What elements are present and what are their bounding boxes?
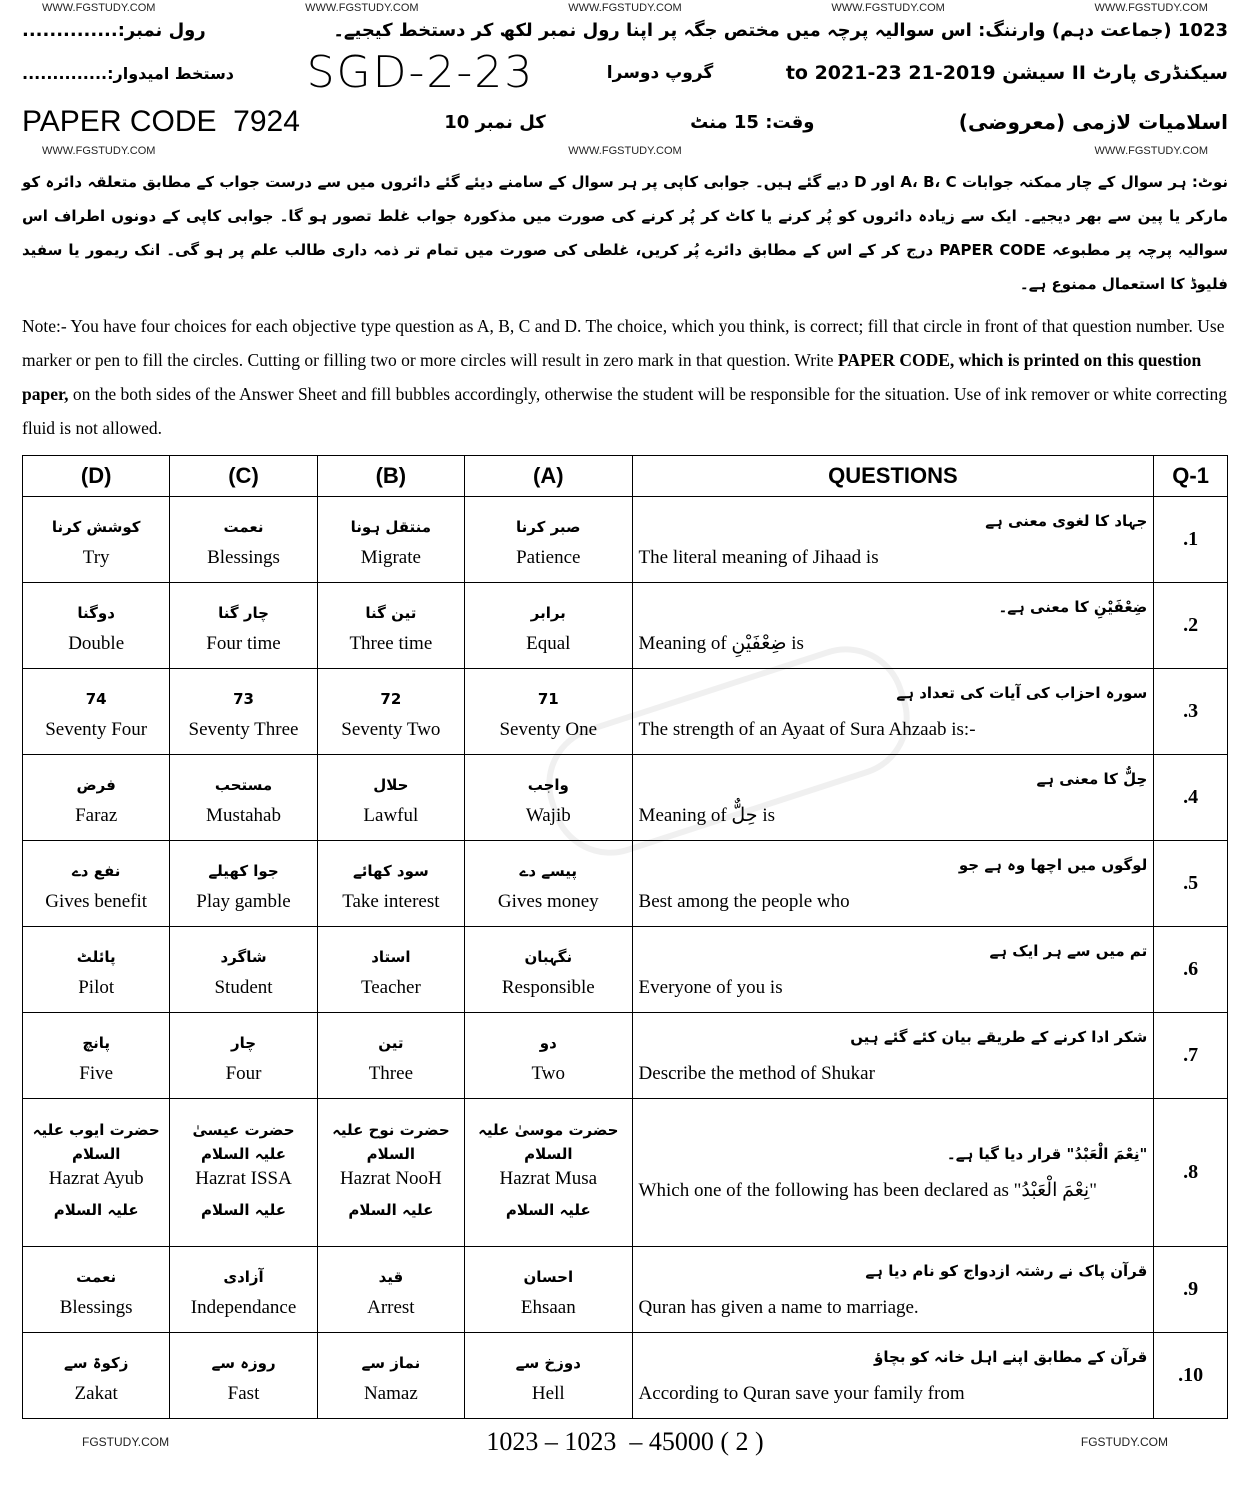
option-urdu: منتقل ہونا — [350, 517, 432, 536]
option-d — [23, 497, 170, 583]
option-urdu: پانچ — [82, 1033, 111, 1052]
option-english: Three time — [349, 632, 433, 654]
option-english: Zakat — [74, 1382, 118, 1404]
option-a — [465, 583, 633, 669]
question-english: Which one of the following has been declared as "نِعْمَ الْعَبْدُ" — [638, 1179, 1097, 1201]
table-row — [23, 927, 1228, 1013]
question-english: Everyone of you is — [638, 976, 783, 998]
footer-code: 1023 – 1023 – 45000 ( 2 ) — [486, 1427, 764, 1456]
option-urdu: قید — [378, 1267, 404, 1286]
option-english: Blessings — [59, 1296, 133, 1318]
option-english: Seventy Two — [341, 718, 441, 740]
option-urdu: پائلٹ — [76, 947, 116, 966]
option-urdu: فرض — [76, 775, 116, 794]
warning-line: 1023 (جماعت دہم) وارننگ: اس سوالیہ پرچہ میں مختص جگہ پر اپنا رول نمبر لکھ کر دستخط کیجیے۔ — [333, 20, 1228, 41]
option-english: Double — [68, 632, 125, 654]
option-urdu: مستحب — [214, 775, 273, 794]
option-english: Hazrat Ayub — [48, 1167, 144, 1189]
option-urdu: احسان — [523, 1267, 574, 1286]
option-english: Independance — [190, 1296, 297, 1318]
option-c — [170, 1013, 317, 1099]
option-english: Take interest — [342, 890, 440, 912]
question — [632, 1099, 1154, 1247]
table-row — [23, 1247, 1228, 1333]
option-a — [465, 1333, 633, 1419]
option-urdu: تین — [378, 1033, 404, 1052]
watermark: WWW.FGSTUDY.COM — [568, 145, 682, 157]
table-row — [23, 1099, 1228, 1247]
option-english: Responsible — [501, 976, 595, 998]
question-urdu: ضِعْفَيْنِ کا معنی ہے۔ — [998, 597, 1148, 616]
option-english: Seventy Four — [45, 718, 148, 740]
option-urdu: روزہ سے — [211, 1353, 276, 1372]
question — [632, 1333, 1154, 1419]
option-urdu: برابر — [530, 603, 566, 622]
question-urdu: قرآن کے مطابق اپنے اہل خانہ کو بچاؤ — [874, 1347, 1148, 1366]
option-urdu: حضرت نوح علیہ السلام — [332, 1120, 450, 1163]
question — [632, 755, 1154, 841]
signature-field: دستخط امیدوار:.............. — [22, 63, 235, 83]
time: وقت: 15 منٹ — [690, 111, 815, 133]
option-english: Two — [531, 1062, 566, 1084]
question — [632, 927, 1154, 1013]
option-urdu: واجب — [527, 775, 569, 794]
option-c — [170, 841, 317, 927]
option-urdu: زکوۃ سے — [64, 1353, 129, 1372]
option-b — [317, 497, 464, 583]
option-b — [317, 927, 464, 1013]
footer — [22, 1419, 1228, 1457]
option-suffix: علیہ السلام — [348, 1200, 434, 1219]
watermark: WWW.FGSTUDY.COM — [42, 145, 156, 157]
option-d — [23, 1333, 170, 1419]
header-row-1 — [22, 20, 1228, 41]
question-number: .6 — [1154, 927, 1228, 1013]
option-english: Migrate — [360, 546, 421, 568]
option-english: Try — [82, 546, 110, 568]
option-english: Seventy Three — [188, 718, 299, 740]
header-questions: QUESTIONS — [632, 456, 1154, 497]
option-urdu: چار گنا — [218, 603, 269, 622]
option-b — [317, 1013, 464, 1099]
option-b — [317, 1099, 464, 1247]
table-row — [23, 583, 1228, 669]
option-urdu: 74 — [85, 689, 107, 708]
option-d — [23, 1099, 170, 1247]
note-bold: PAPER CODE, which is printed on this question paper, — [22, 350, 1202, 404]
option-urdu: کوشش کرنا — [51, 517, 141, 536]
option-urdu: چار — [230, 1033, 257, 1052]
option-english: Hazrat ISSA — [195, 1167, 292, 1189]
option-english: Play gamble — [196, 890, 291, 912]
group: گروپ دوسرا — [606, 63, 714, 83]
option-urdu: پیسے دے — [519, 861, 578, 880]
total-marks: کل نمبر 10 — [444, 111, 546, 133]
option-d — [23, 755, 170, 841]
question-number: .8 — [1154, 1099, 1228, 1247]
option-english: Gives money — [497, 890, 599, 912]
option-urdu: 73 — [233, 689, 254, 708]
option-english: Seventy One — [499, 718, 598, 740]
table-row — [23, 1333, 1228, 1419]
option-english: Namaz — [363, 1382, 418, 1404]
option-urdu: حضرت عیسیٰ علیہ السلام — [192, 1120, 295, 1163]
option-c — [170, 1333, 317, 1419]
option-a — [465, 755, 633, 841]
option-english: Patience — [516, 546, 581, 568]
option-a — [465, 669, 633, 755]
option-urdu: تین گنا — [365, 603, 417, 622]
option-a — [465, 841, 633, 927]
option-english: Faraz — [75, 804, 118, 826]
question-english: Quran has given a name to marriage. — [638, 1296, 919, 1318]
option-c — [170, 583, 317, 669]
question-number: .3 — [1154, 669, 1228, 755]
option-suffix: علیہ السلام — [53, 1200, 139, 1219]
question-number: .10 — [1154, 1333, 1228, 1419]
option-urdu: نماز سے — [361, 1353, 421, 1372]
question — [632, 1247, 1154, 1333]
option-urdu: نعمت — [223, 517, 264, 536]
option-urdu: آزادی — [223, 1267, 264, 1286]
roll-number-field: رول نمبر:.............. — [22, 20, 206, 41]
handwritten-code: SGD-2-23 — [306, 47, 535, 98]
question-english: Best among the people who — [638, 890, 850, 912]
watermark: WWW.FGSTUDY.COM — [1094, 2, 1208, 14]
option-english: Three — [368, 1062, 414, 1084]
option-a — [465, 1247, 633, 1333]
option-english: Hazrat Musa — [499, 1167, 598, 1189]
table-wrap — [22, 455, 1228, 1419]
header-b: (B) — [317, 456, 464, 497]
header-row-3 — [22, 105, 1228, 139]
question-english: Meaning of ضِعْفَيْنِ is — [638, 632, 804, 654]
option-c — [170, 755, 317, 841]
watermark: WWW.FGSTUDY.COM — [568, 2, 682, 14]
option-english: Blessings — [207, 546, 280, 568]
option-english: Gives benefit — [45, 890, 148, 912]
option-b — [317, 841, 464, 927]
option-urdu: 71 — [537, 689, 559, 708]
option-d — [23, 927, 170, 1013]
option-english: Wajib — [525, 804, 571, 826]
option-d — [23, 1013, 170, 1099]
header-a: (A) — [465, 456, 633, 497]
question-number: .9 — [1154, 1247, 1228, 1333]
option-d — [23, 583, 170, 669]
question-english: The strength of an Ayaat of Sura Ahzaab is:- — [638, 718, 976, 740]
option-urdu: 72 — [380, 689, 402, 708]
option-english: Five — [79, 1062, 114, 1084]
option-urdu: حضرت ایوب علیہ السلام — [32, 1120, 160, 1163]
question-number: .1 — [1154, 497, 1228, 583]
option-english: Lawful — [363, 804, 419, 826]
table-row — [23, 497, 1228, 583]
question-urdu: شکر ادا کرنے کے طریقے بیان کئے گئے ہیں — [850, 1027, 1148, 1046]
option-english: Hell — [531, 1382, 565, 1404]
question-english: The literal meaning of Jihaad is — [638, 546, 879, 568]
question — [632, 583, 1154, 669]
option-a — [465, 1013, 633, 1099]
option-english: Ehsaan — [520, 1296, 576, 1318]
option-urdu: دوزخ سے — [515, 1353, 581, 1372]
question-number: .5 — [1154, 841, 1228, 927]
question — [632, 1013, 1154, 1099]
watermark: WWW.FGSTUDY.COM — [42, 2, 156, 14]
option-english: Four — [225, 1062, 262, 1084]
option-english: Pilot — [78, 976, 115, 998]
urdu-note: نوٹ: ہر سوال کے چار ممکنہ جوابات A، B، C اور D دیے گئے ہیں۔ جوابی کاپی پر ہر سوال کے سامنے دیئے گئے دائروں میں سے درست جواب کے مطابق متعلقہ دائرہ کو مارکر یا پین سے بھر دیجیے۔ ایک سے زیادہ دائروں کو پُر کرنے یا کاٹ کر پُر کرنے کی صورت میں مذکورہ جواب غلط تصور ہو گا۔ جوابی کاپی کے دونوں اطراف اس سوالیہ پرچہ پر مطبوعہ PAPER CODE درج کر کے اس کے مطابق دائرے پُر کریں، غلطی کی صورت میں تمام تر ذمہ داری طالب علم پر ہو گی۔ انک ریمور یا سفید فلیوڈ کا استعمال ممنوع ہے۔ — [22, 173, 1229, 293]
option-urdu: نفع دے — [71, 861, 121, 880]
question — [632, 669, 1154, 755]
option-urdu: حلال — [373, 775, 409, 794]
footer-right: FGSTUDY.COM — [1080, 1435, 1168, 1449]
table-row — [23, 755, 1228, 841]
option-english: Fast — [227, 1382, 260, 1404]
question-urdu: جہاد کا لغوی معنی ہے — [985, 511, 1148, 530]
option-c — [170, 497, 317, 583]
subject: اسلامیات لازمی (معروضی) — [958, 110, 1228, 134]
option-c — [170, 927, 317, 1013]
watermark: WWW.FGSTUDY.COM — [305, 2, 419, 14]
option-english: Student — [214, 976, 273, 998]
note-text: on the both sides of the Answer Sheet and fill bubbles accordingly, otherwise the student will be responsible for the situation. Use of ink remover or white correcting fluid is not allowed. — [22, 384, 1227, 438]
header-d: (D) — [23, 456, 170, 497]
question — [632, 497, 1154, 583]
table-row — [23, 1013, 1228, 1099]
option-urdu: استاد — [371, 947, 411, 966]
question-english: Describe the method of Shukar — [638, 1062, 875, 1084]
watermark-row — [22, 143, 1228, 159]
question-urdu: حِلٌّ کا معنی ہے — [1036, 769, 1148, 788]
option-suffix: علیہ السلام — [201, 1200, 286, 1219]
option-d — [23, 841, 170, 927]
option-urdu: حضرت موسیٰ علیہ السلام — [478, 1120, 619, 1163]
option-d — [23, 1247, 170, 1333]
option-english: Mustahab — [206, 804, 281, 826]
question-number: .2 — [1154, 583, 1228, 669]
option-urdu: شاگرد — [220, 947, 267, 966]
option-english: Four time — [206, 632, 281, 654]
option-b — [317, 583, 464, 669]
table-row — [23, 841, 1228, 927]
option-a — [465, 1099, 633, 1247]
option-english: Equal — [526, 632, 571, 654]
question-number: .4 — [1154, 755, 1228, 841]
question-urdu: سورہ احزاب کی آیات کی تعداد ہے — [896, 683, 1148, 702]
option-english: Teacher — [360, 976, 421, 998]
option-urdu: سود کھائے — [352, 861, 429, 880]
header-c: (C) — [170, 456, 317, 497]
option-b — [317, 669, 464, 755]
option-urdu: دوگنا — [77, 603, 115, 622]
question-number: .7 — [1154, 1013, 1228, 1099]
option-b — [317, 1333, 464, 1419]
option-c — [170, 669, 317, 755]
option-a — [465, 927, 633, 1013]
watermark-row — [22, 0, 1228, 16]
watermark: WWW.FGSTUDY.COM — [1094, 145, 1208, 157]
table-row — [23, 669, 1228, 755]
question-urdu: "نِعْمَ الْعَبْدُ" قرار دیا گیا ہے۔ — [946, 1144, 1148, 1163]
question-english: Meaning of حِلٌّ is — [638, 804, 775, 826]
watermark: WWW.FGSTUDY.COM — [831, 2, 945, 14]
questions-table — [22, 455, 1228, 1419]
question-english: According to Quran save your family from — [638, 1382, 965, 1404]
question-urdu: لوگوں میں اچھا وہ ہے جو — [958, 855, 1148, 874]
question-urdu: قرآن پاک نے رشتہ ازدواج کو نام دیا ہے — [865, 1261, 1148, 1280]
option-a — [465, 497, 633, 583]
footer-left: FGSTUDY.COM — [82, 1435, 170, 1449]
option-b — [317, 755, 464, 841]
option-c — [170, 1247, 317, 1333]
option-english: Arrest — [367, 1296, 415, 1318]
note-text: Note:- You have four choices for each objective type question as A, B, C and D. The choice, which you think, is correct; fill that circle in front of that question number. Use marker or pen to fill the circles. Cutting or filling two or more circles will result in zero mark in that question. Write — [22, 316, 1225, 370]
option-d — [23, 669, 170, 755]
paper-code: PAPER CODE 7924 — [22, 105, 300, 138]
question — [632, 841, 1154, 927]
option-urdu: جوا کھیلے — [208, 861, 279, 880]
option-urdu: دو — [539, 1033, 557, 1052]
header-row-2 — [22, 45, 1228, 101]
session: سیکنڈری پارٹ II سیشن 2019-21 to 2021-23 — [785, 62, 1228, 84]
option-b — [317, 1247, 464, 1333]
option-urdu: نعمت — [76, 1267, 117, 1286]
option-suffix: علیہ السلام — [505, 1200, 591, 1219]
english-note — [22, 309, 1228, 445]
question-urdu: تم میں سے ہر ایک ہے — [989, 941, 1148, 960]
option-urdu: نگہبان — [524, 947, 573, 966]
option-c — [170, 1099, 317, 1247]
option-urdu: صبر کرنا — [516, 517, 581, 536]
option-english: Hazrat NooH — [339, 1167, 442, 1189]
header-qno: Q-1 — [1154, 456, 1228, 497]
